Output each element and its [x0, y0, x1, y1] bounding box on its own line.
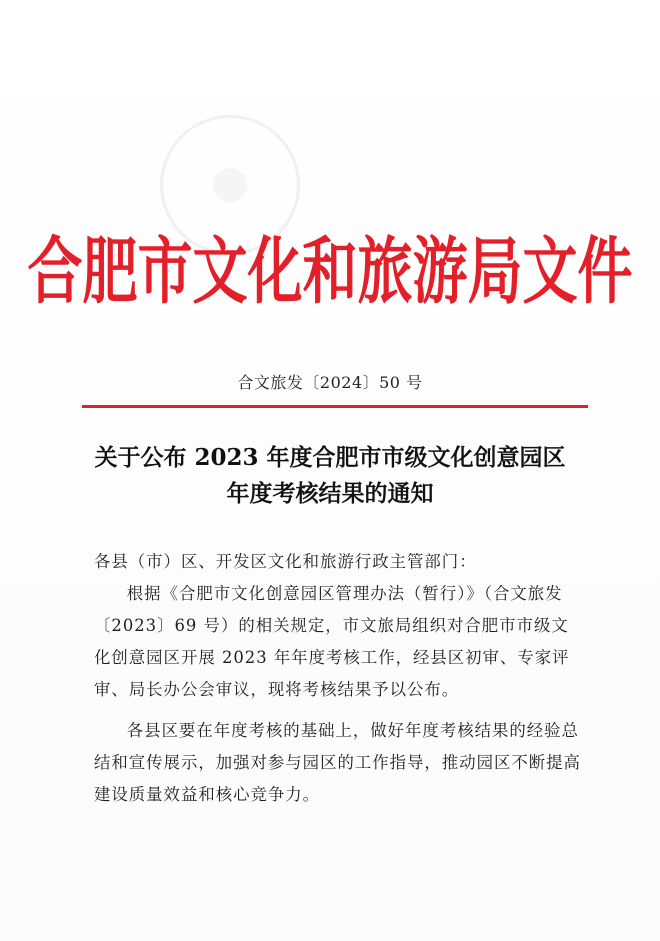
body-paragraph-1: 根据《合肥市文化创意园区管理办法（暂行）》（合文旅发〔2023〕69 号）的相关规定，市文旅局组织对合肥市市级文化创意园区开展 2023 年年度考核工作，经县区初审、专家评审、局长办公会审议，现将考核结果予以公布。: [94, 584, 570, 699]
notice-title: [0, 440, 660, 512]
red-separator-line: [82, 405, 588, 408]
document-masthead: 合肥市文化和旅游局文件: [27, 229, 633, 314]
document-number: 合文旅发〔2024〕50 号: [237, 373, 423, 392]
notice-title-line-1: 关于公布 2023 年度合肥市市级文化创意园区: [94, 444, 566, 471]
body-paragraph-2: 各县区要在年度考核的基础上，做好年度考核结果的经验总结和宣传展示，加强对参与园区的工作指导，推动园区不断提高建设质量效益和核心竞争力。: [94, 721, 581, 804]
salutation: 各县（市）区、开发区文化和旅游行政主管部门：: [94, 552, 477, 571]
notice-body: [94, 546, 584, 811]
notice-title-line-2: 年度考核结果的通知: [226, 480, 434, 507]
